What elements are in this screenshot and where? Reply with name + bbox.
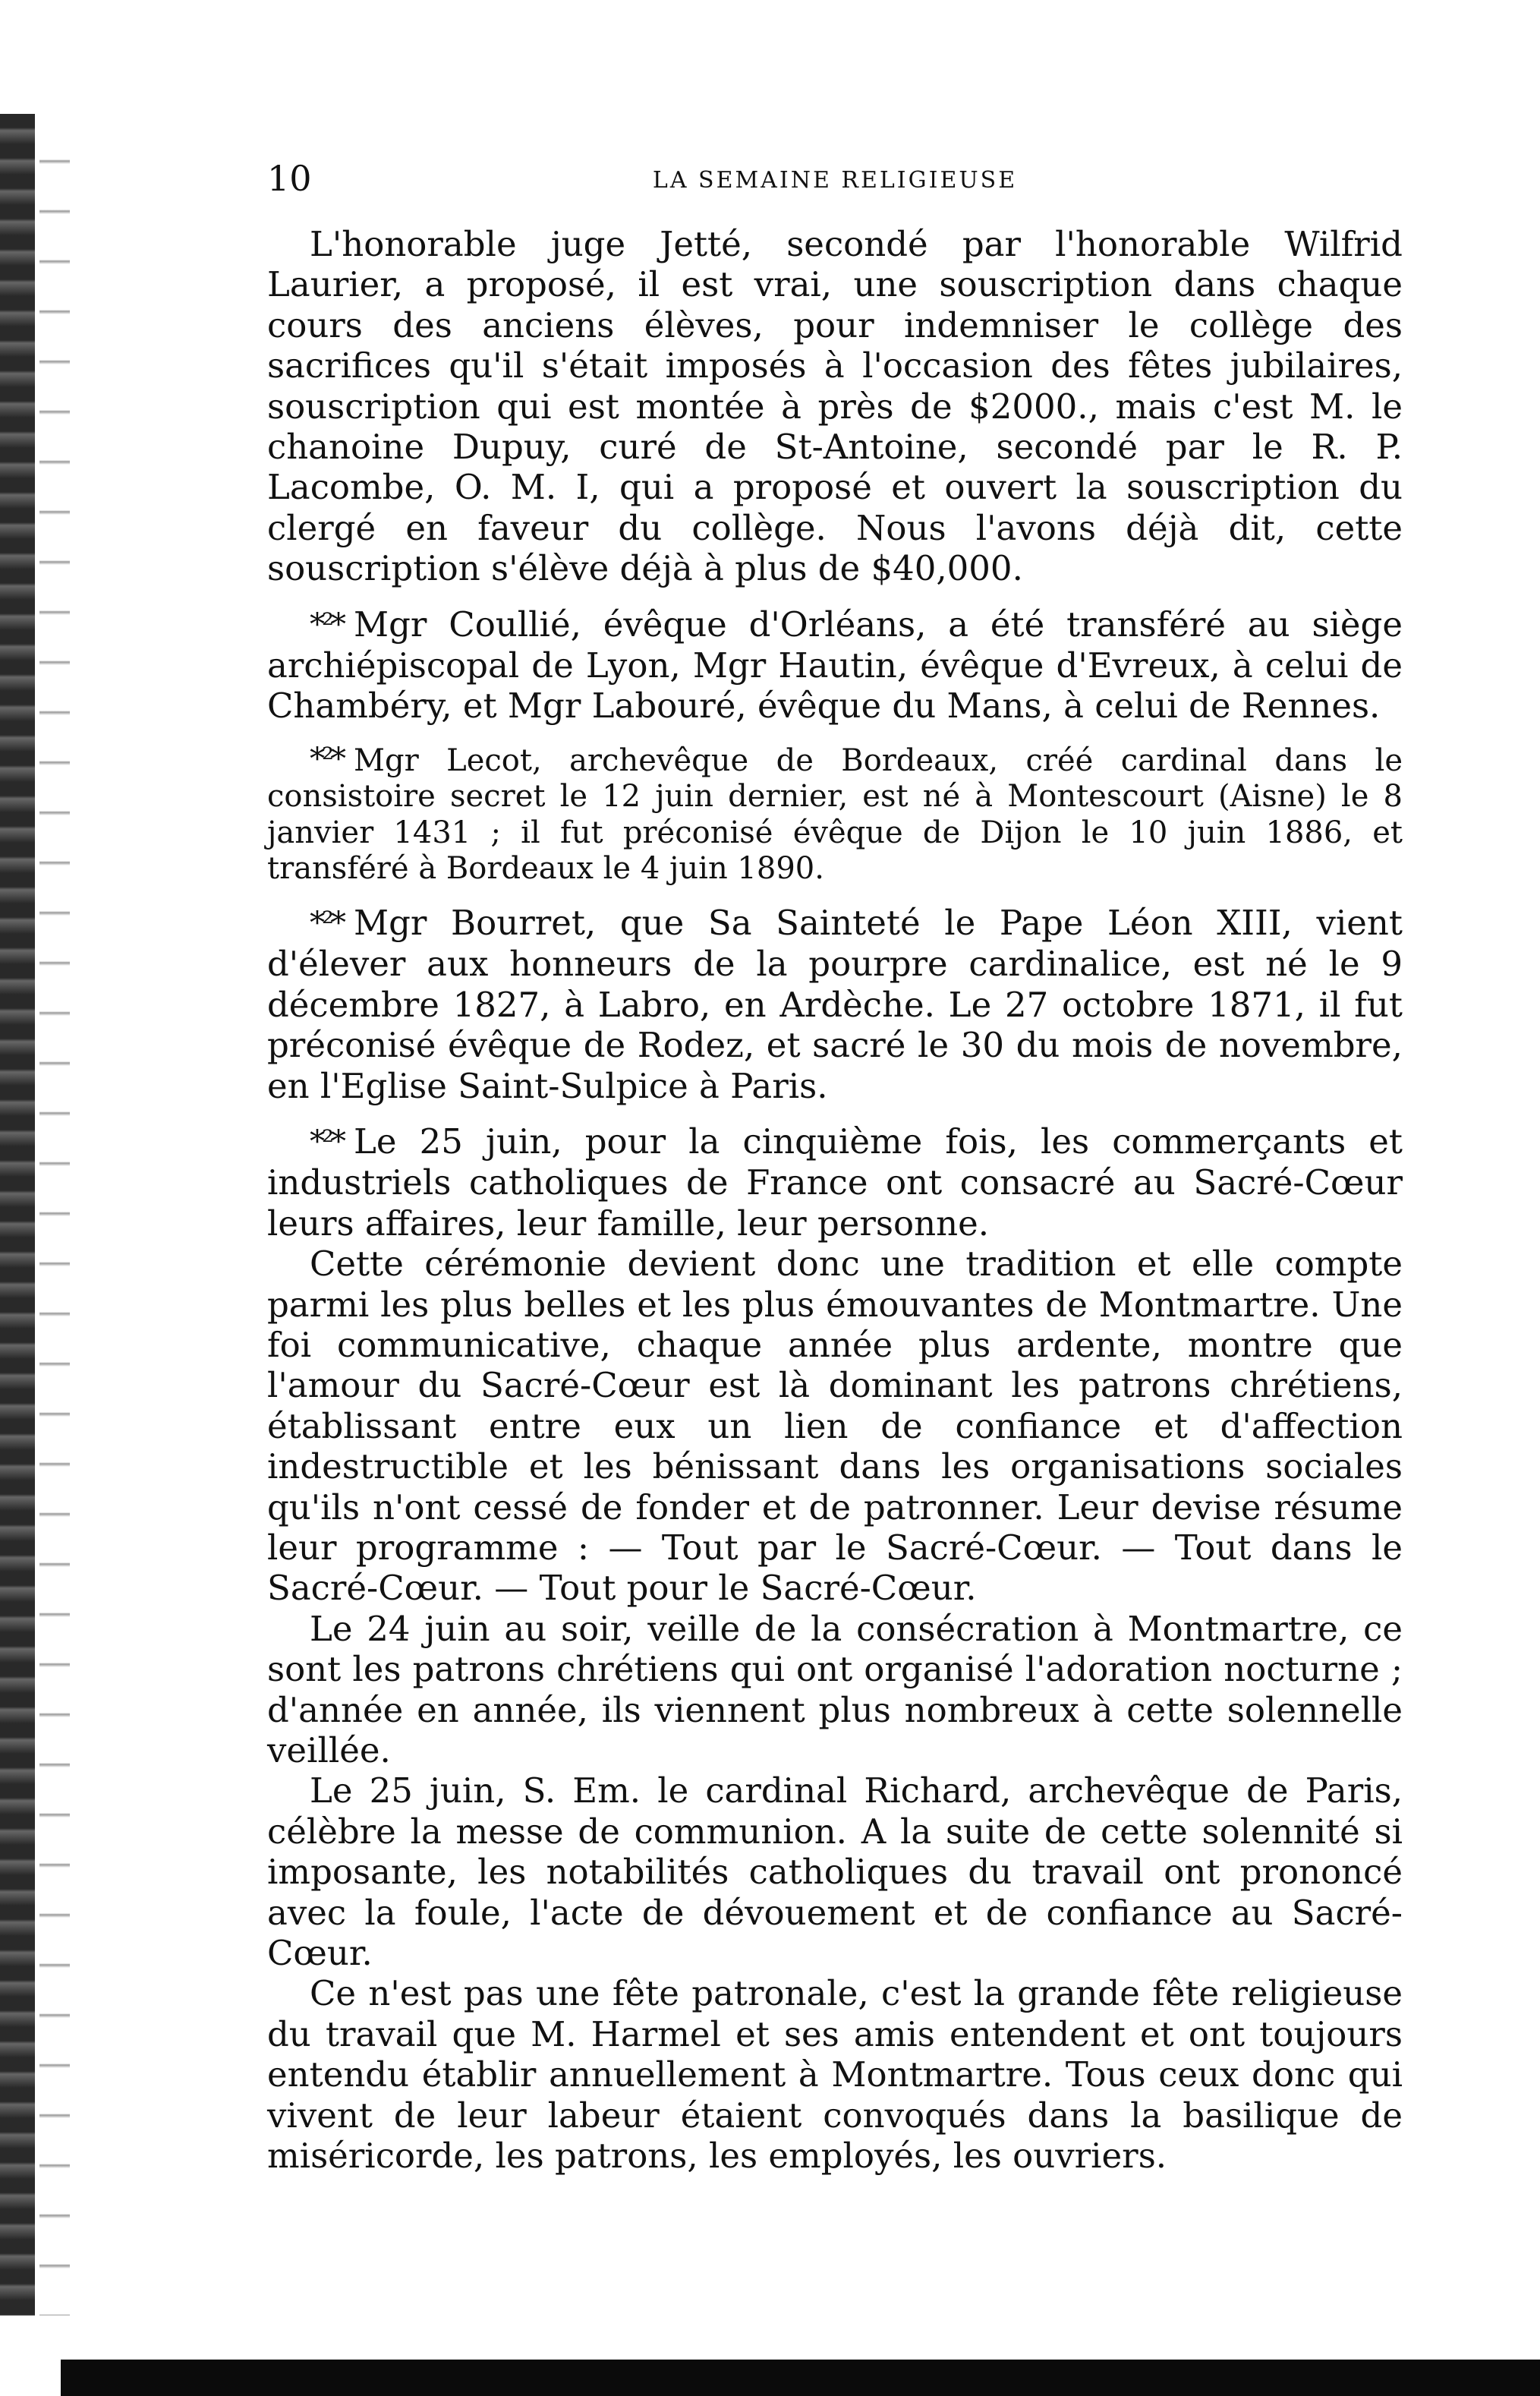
paragraph-9 bbox=[267, 1973, 1403, 2176]
paragraph-text: Ce n'est pas une fête patronale, c'est la grande fête religieuse du travail que M. Harmel et ses amis entendent et ont toujours entendu établir annuellement à Montmartre. Tous ceux donc qui vivent de leur labeur étaient convoqués dans la basilique de miséricorde, les patrons, les employés, les ouvriers. bbox=[267, 1973, 1403, 2177]
paragraph-text: Le 24 juin au soir, veille de la consécration à Montmartre, ce sont les patrons chrétiens qui ont organisé l'adoration nocturne ; d'année en année, ils viennent plus nombreux à cette solennelle veillée. bbox=[267, 1608, 1403, 1770]
binding-shadow bbox=[0, 114, 35, 2316]
paragraph-2 bbox=[267, 604, 1403, 727]
running-title: LA SEMAINE RELIGIEUSE bbox=[652, 167, 1018, 194]
paragraph-6 bbox=[267, 1244, 1403, 1609]
paragraph-text: Mgr Coullié, évêque d'Orléans, a été transféré au siège archiépiscopal de Lyon, Mgr Hautin, évêque d'Evreux, à celui de Chambéry, et Mgr Labouré, évêque du Mans, à celui de Rennes. bbox=[267, 604, 1403, 727]
paragraph-3 bbox=[267, 742, 1403, 887]
asterism-ornament: *²* bbox=[310, 1124, 344, 1159]
page-number: 10 bbox=[267, 158, 312, 199]
paragraph-text: Cette cérémonie devient donc une tradition et elle compte parmi les plus belles et les plus émouvantes de Montmartre. Une foi communicative, chaque année plus ardente, montre que l'amour du Sacré-Cœur est là dominant les patrons chrétiens, établissant entre eux un lien de confiance et d'affection indestructible et les bénissant dans les organisations sociales qu'ils n'ont cessé de fonder et de patronner. Leur devise résume leur programme : — Tout par le Sacré-Cœur. — Tout dans le Sacré-Cœur. — Tout pour le Sacré-Cœur. bbox=[267, 1244, 1403, 1609]
binding-speckles bbox=[39, 114, 70, 2316]
article-body bbox=[267, 224, 1403, 2176]
paragraph-5 bbox=[267, 1121, 1403, 1244]
paragraph-text: Mgr Bourret, que Sa Sainteté le Pape Léon XIII, vient d'élever aux honneurs de la pourpre cardinalice, est né le 9 décembre 1827, à Labro, en Ardèche. Le 27 octobre 1871, il fut préconisé évêque de Rodez, et sacré le 30 du mois de novembre, en l'Eglise Saint-Sulpice à Paris. bbox=[267, 902, 1403, 1106]
paragraph-text: Le 25 juin, S. Em. le cardinal Richard, archevêque de Paris, célèbre la messe de communion. A la suite de cette solennité si imposante, les notabilités catholiques du travail ont prononcé avec la foule, l'acte de dévouement et de confiance au Sacré-Cœur. bbox=[267, 1770, 1403, 1974]
paragraph-text: L'honorable juge Jetté, secondé par l'honorable Wilfrid Laurier, a proposé, il est vrai, une souscription dans chaque cours des anciens élèves, pour indemniser le collège des sacrifices qu'il s'était imposés à l'occasion des fêtes jubilaires, souscription qui est montée à près de $2000., mais c'est M. le chanoine Dupuy, curé de St-Antoine, secondé par le R. P. Lacombe, O. M. I, qui a proposé et ouvert la souscription du clergé en faveur du collège. Nous l'avons déjà dit, cette souscription s'élève déjà à plus de $40,000. bbox=[267, 224, 1403, 589]
paragraph-1 bbox=[267, 224, 1403, 589]
asterism-ornament: *²* bbox=[310, 607, 344, 642]
paragraph-text: Le 25 juin, pour la cinquième fois, les commerçants et industriels catholiques de France ont consacré au Sacré-Cœur leurs affaires, leur famille, leur personne. bbox=[267, 1121, 1403, 1244]
paragraph-4 bbox=[267, 903, 1403, 1106]
asterism-ornament: *²* bbox=[310, 741, 344, 777]
page-header bbox=[267, 156, 1403, 201]
scan-bottom-band bbox=[61, 2360, 1540, 2396]
paragraph-8 bbox=[267, 1770, 1403, 1973]
paragraph-text: Mgr Lecot, archevêque de Bordeaux, créé cardinal dans le consistoire secret le 12 juin dernier, est né à Montescourt (Aisne) le 8 janvier 1431 ; il fut préconisé évêque de Dijon le 10 juin 1886, et transféré à Bordeaux le 4 juin 1890. bbox=[267, 742, 1403, 887]
asterism-ornament: *²* bbox=[310, 905, 344, 941]
paragraph-7 bbox=[267, 1609, 1403, 1771]
